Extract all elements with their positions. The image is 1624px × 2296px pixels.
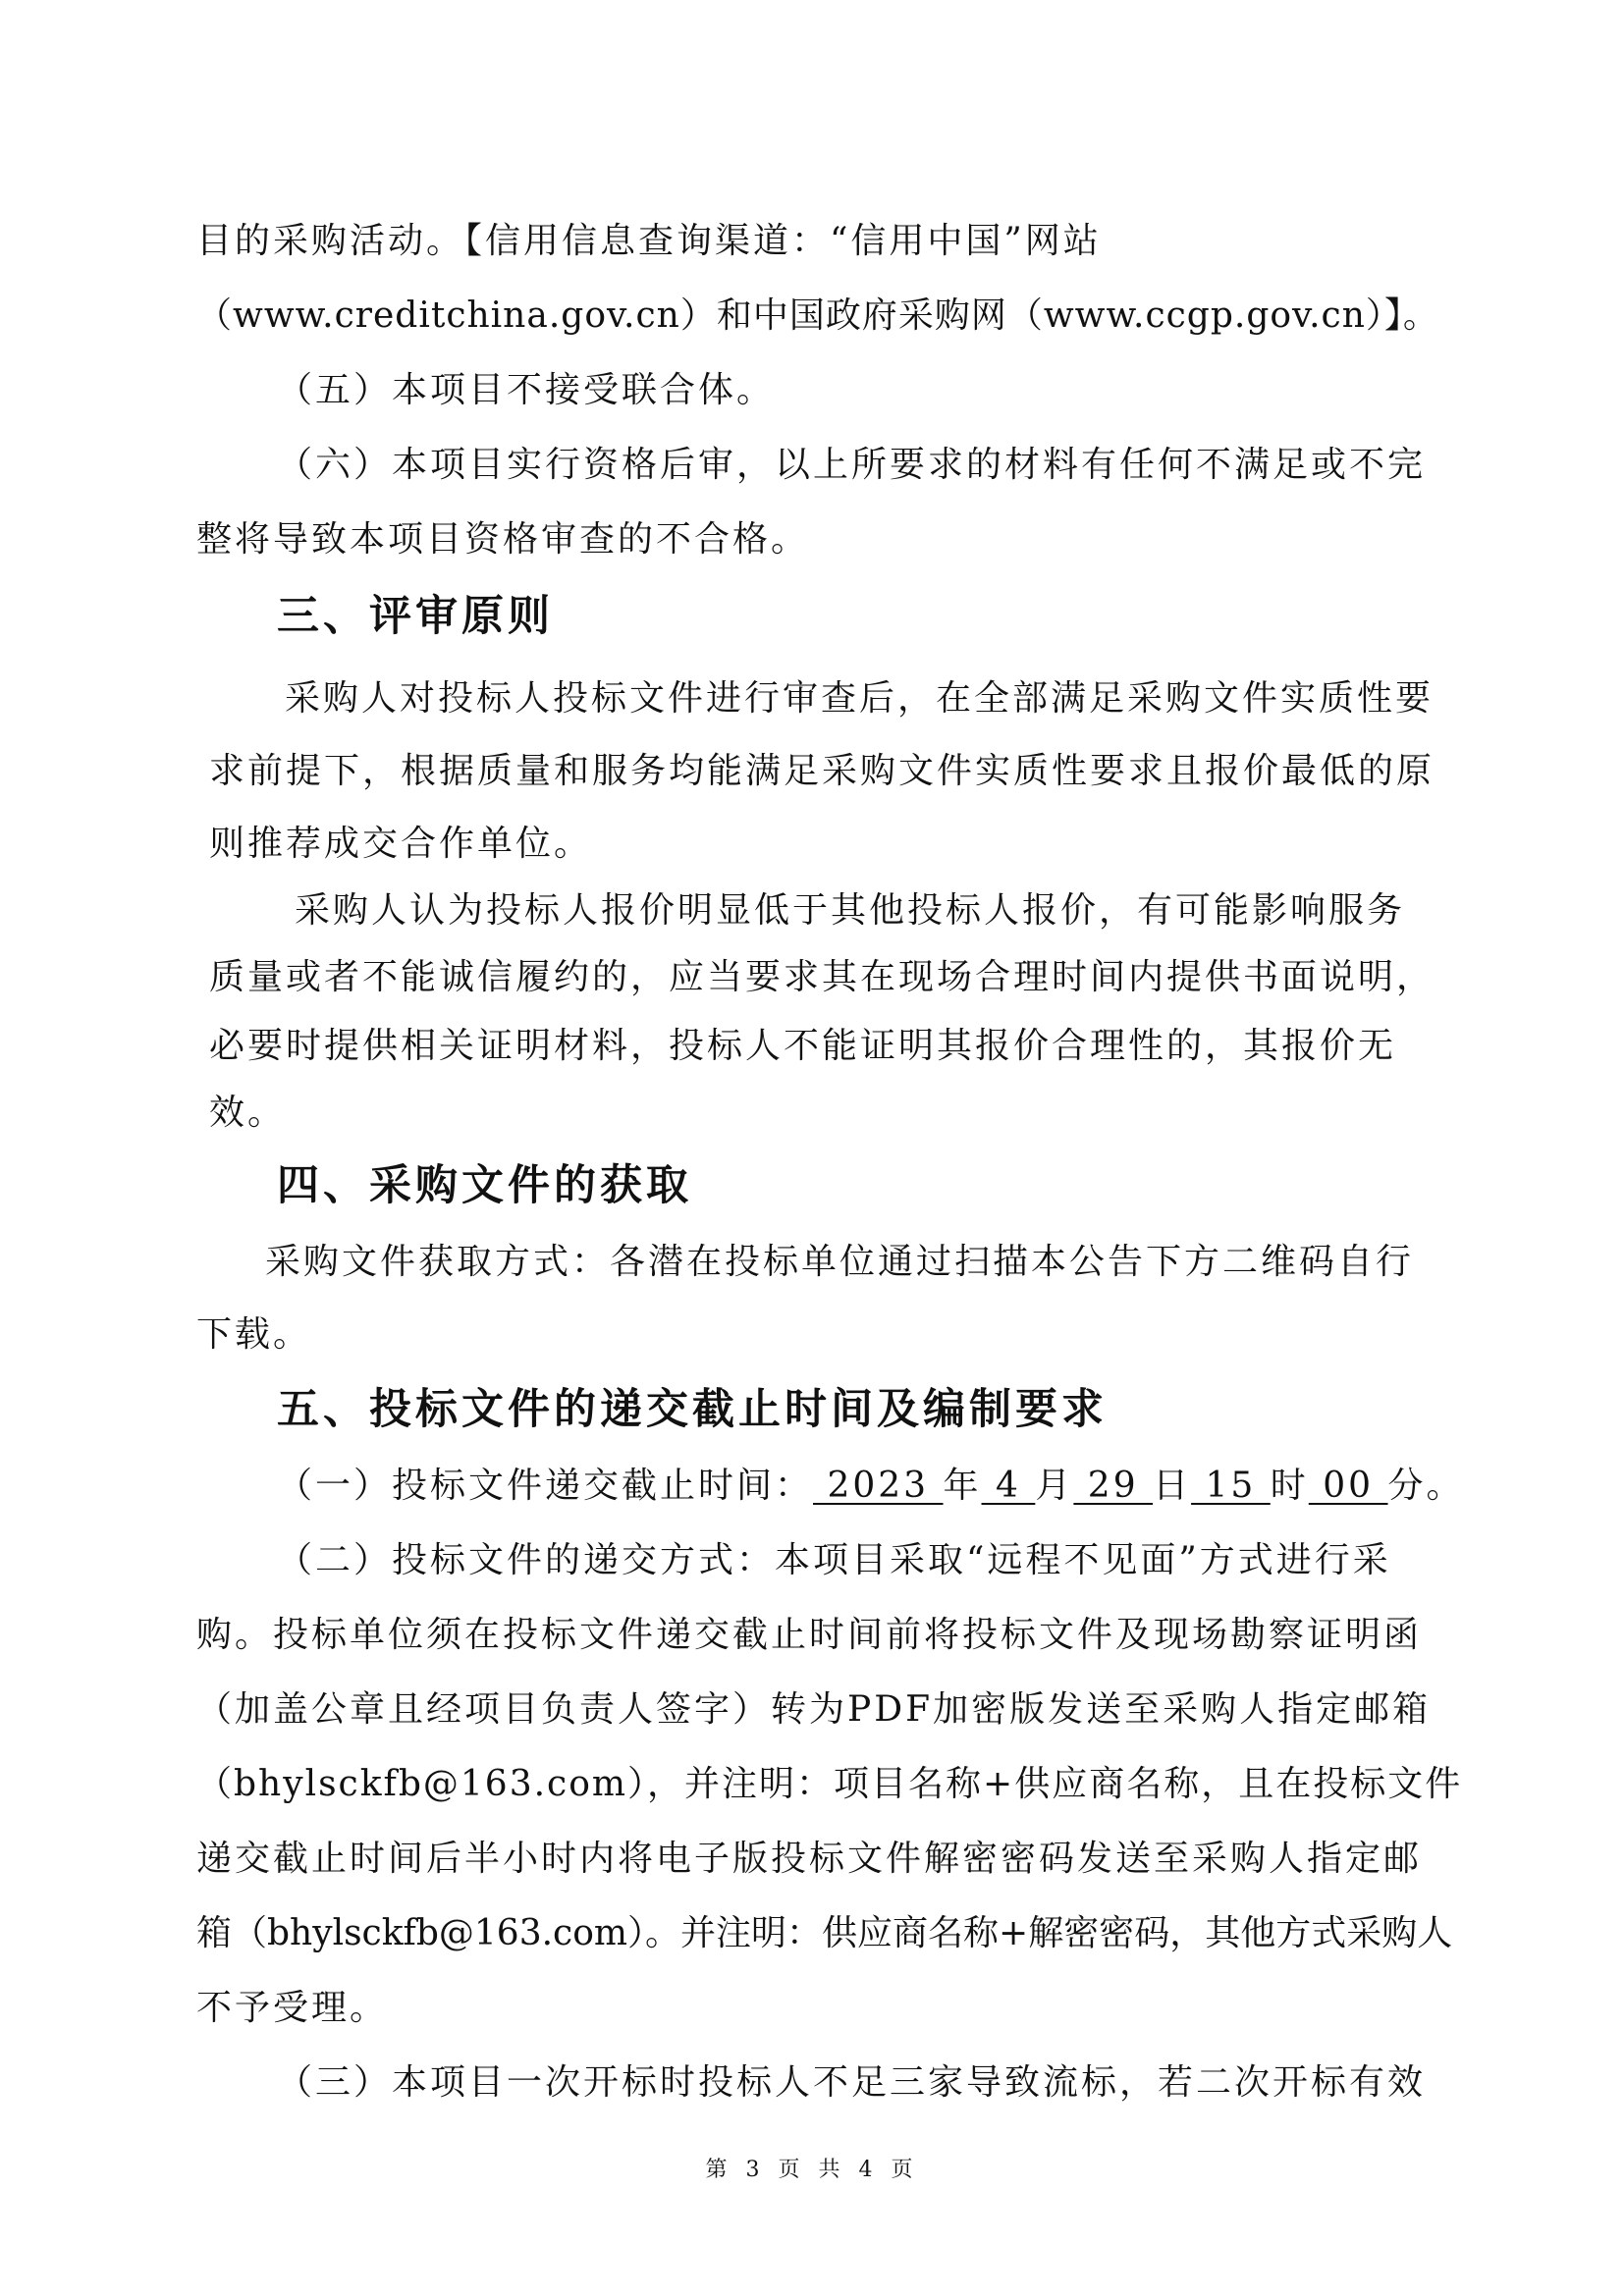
paragraph-line: 效。 [209, 1093, 287, 1133]
paragraph-line: 质量或者不能诚信履约的，应当要求其在现场合理时间内提供书面说明， [209, 957, 1435, 997]
paragraph-line: 箱（bhylsckfb@163.com）。并注明：供应商名称+解密密码，其他方式采购人 [196, 1913, 1453, 1953]
paragraph-line: （bhylsckfb@163.com），并注明：项目名称+供应商名称，且在投标文件 [196, 1764, 1463, 1804]
paragraph-line: 不予受理。 [196, 1988, 389, 2028]
paragraph-line: （加盖公章且经项目负责人签字）转为PDF加密版发送至采购人指定邮箱 [196, 1689, 1432, 1730]
section-heading: 三、评审原则 [277, 592, 554, 641]
paragraph-line: （五）本项目不接受联合体。 [277, 370, 776, 410]
paragraph-line: （六）本项目实行资格后审，以上所要求的材料有任何不满足或不完 [277, 445, 1427, 485]
page-number: 第 3 页 共 4 页 [705, 2158, 919, 2182]
deadline-year: 2023 [813, 1466, 944, 1506]
year-unit: 年 [943, 1466, 982, 1506]
deadline-day: 29 [1073, 1466, 1154, 1506]
day-unit: 日 [1153, 1466, 1192, 1506]
paragraph-line: 求前提下，根据质量和服务均能满足采购文件实质性要求且报价最低的原 [209, 751, 1435, 791]
paragraph-line: 下载。 [196, 1314, 312, 1355]
paragraph-line: （www.creditchina.gov.cn）和中国政府采购网（www.ccgp.gov.cn）】。 [196, 295, 1439, 336]
minute-unit: 分。 [1387, 1466, 1465, 1506]
deadline-hour: 15 [1191, 1466, 1271, 1506]
paragraph-line: 目的采购活动。【信用信息查询渠道：“信用中国”网站 [196, 221, 1102, 261]
paragraph-line: 整将导致本项目资格审查的不合格。 [196, 519, 810, 560]
deadline-label: （一）投标文件递交截止时间： [277, 1466, 814, 1506]
deadline-line [277, 1463, 1465, 1510]
paragraph-line: 购。投标单位须在投标文件递交截止时间前将投标文件及现场勘察证明函 [196, 1615, 1423, 1655]
paragraph-line: 采购人对投标人投标文件进行审查后，在全部满足采购文件实质性要 [285, 678, 1435, 719]
paragraph-line: （三）本项目一次开标时投标人不足三家导致流标，若二次开标有效 [277, 2062, 1427, 2103]
month-unit: 月 [1035, 1466, 1074, 1506]
paragraph-line: 则推荐成交合作单位。 [209, 824, 593, 864]
paragraph-line: 递交截止时间后半小时内将电子版投标文件解密密码发送至采购人指定邮 [196, 1839, 1423, 1879]
paragraph-line: 必要时提供相关证明材料，投标人不能证明其报价合理性的，其报价无 [209, 1026, 1397, 1066]
hour-unit: 时 [1270, 1466, 1309, 1506]
section-heading: 四、采购文件的获取 [277, 1161, 692, 1210]
section-heading: 五、投标文件的递交截止时间及编制要求 [277, 1385, 1108, 1434]
deadline-month: 4 [981, 1466, 1036, 1506]
paragraph-line: 采购人认为投标人报价明显低于其他投标人报价，有可能影响服务 [295, 890, 1406, 931]
deadline-minute: 00 [1308, 1466, 1388, 1506]
paragraph-line: （二）投标文件的递交方式：本项目采取“远程不见面”方式进行采 [277, 1540, 1391, 1580]
paragraph-line: 采购文件获取方式：各潜在投标单位通过扫描本公告下方二维码自行 [265, 1242, 1415, 1282]
